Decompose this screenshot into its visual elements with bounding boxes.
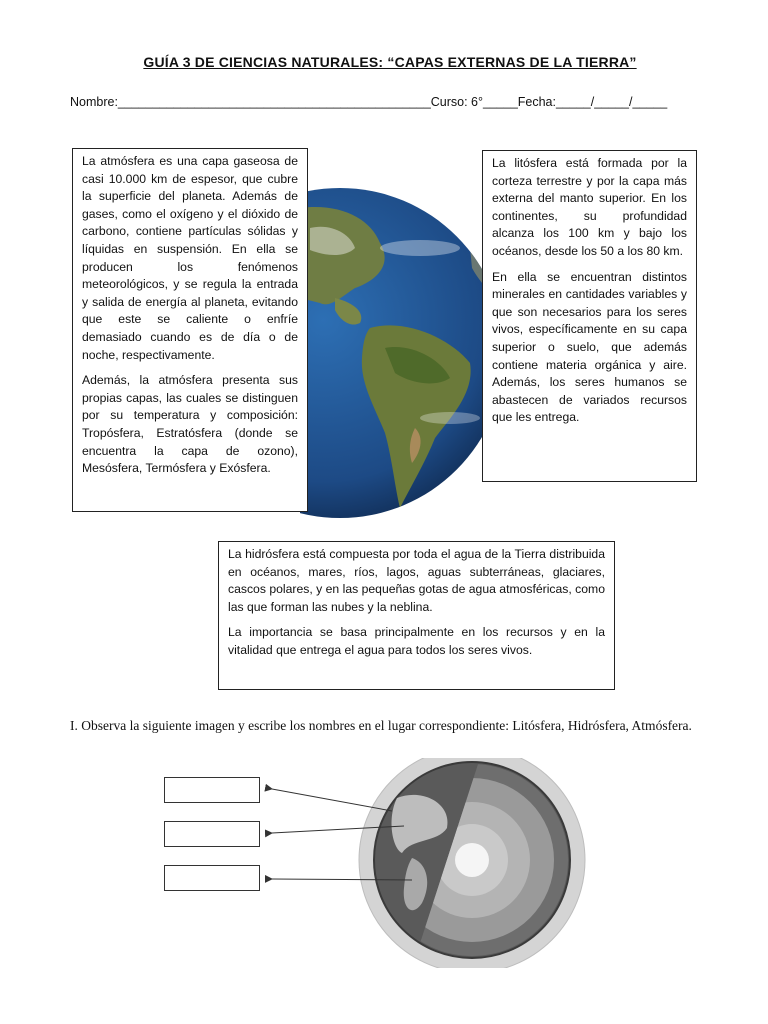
hidrosfera-paragraph-2: La importancia se basa principalmente en los recursos y en la vitalidad que entrega el agua para todos los seres vivos. [228,625,605,657]
litosfera-paragraph-1: La litósfera está formada por la corteza terrestre y por la capa más externa del manto superior. En los continentes, su profundidad alcanza los 100 km y bajo los océanos, desde los 50 a los 80 km. [492,156,687,258]
exercise-instruction: I. Observa la siguiente imagen y escribe los nombres en el lugar correspondiente: Litósfera, Hidrósfera, Atmósfera. [70,718,692,733]
litosfera-paragraph-2: En ella se encuentran distintos minerales en cantidades variables y que son necesarios para los seres vivos, específicamente en su capa superior o suelo, que además contiene materia orgánica y aire. Además, los seres humanos se abastecen de variados recursos que les entrega. [492,269,687,425]
hidrosfera-textbox [218,541,615,690]
page-title: GUÍA 3 DE CIENCIAS NATURALES: “CAPAS EXTERNAS DE LA TIERRA” [143,54,637,70]
answer-box-1[interactable] [164,777,260,803]
litosfera-textbox [482,150,697,482]
student-fields-line: Nombre:_____________________________________________Curso: 6°_____Fecha:_____/_____/_____ [70,95,668,109]
atmosfera-paragraph-1: La atmósfera es una capa gaseosa de casi 10.000 km de espesor, que cubre la superficie del planeta. Además de gases, como el oxígeno y el dióxido de carbono, contiene partículas sólidas y líquidas en suspensión. En ella se producen los fenómenos meteorológicos, y se regula la entrada y salida de energía al planeta, evitando que este se caliente o enfríe demasiado cuando es de día o de noche, respectivamente. [82,154,298,362]
earth-globe-image [300,188,510,518]
hidrosfera-paragraph-1: La hidrósfera está compuesta por toda el agua de la Tierra distribuida en océanos, mares, ríos, lagos, aguas subterráneas, glaciares, cascos polares, y en las pequeñas gotas de agua atmosféricas, como las que forman las nubes y la neblina. [228,547,605,614]
atmosfera-textbox [72,148,308,512]
answer-box-3[interactable] [164,865,260,891]
atmosfera-paragraph-2: Además, la atmósfera presenta sus propias capas, las cuales se distinguen por su temperatura y composición: Tropósfera, Estratósfera (donde se encuentra la capa de ozono), Mesósfera, Termósfera y Exósfera. [82,373,298,476]
answer-box-2[interactable] [164,821,260,847]
earth-layers-diagram [262,758,722,968]
